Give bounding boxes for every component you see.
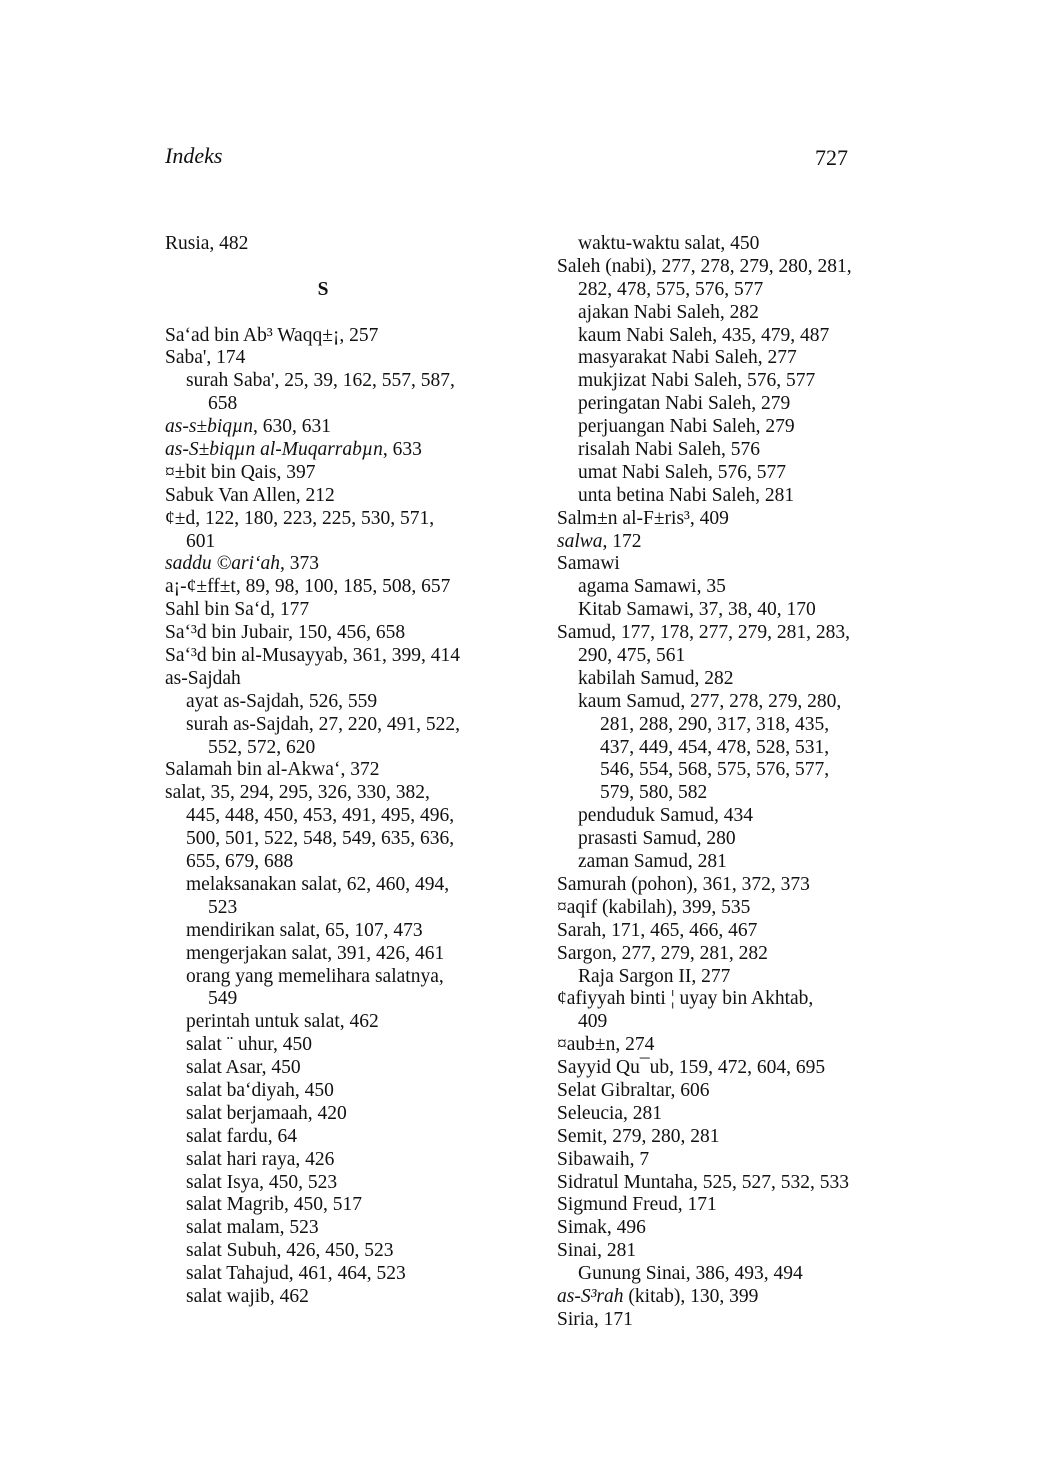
index-entry: Sa‘ad bin Ab³ Waqq±¡, 257 bbox=[165, 324, 379, 346]
index-continuation: 658 bbox=[208, 393, 238, 415]
index-entry bbox=[165, 439, 515, 462]
index-subentry: peringatan Nabi Saleh, 279 bbox=[578, 393, 791, 415]
index-subentry: mukjizat Nabi Saleh, 576, 577 bbox=[578, 370, 816, 392]
index-subentry: mengerjakan salat, 391, 426, 461 bbox=[186, 942, 445, 964]
italic-term: salwa bbox=[557, 530, 603, 552]
index-entry: Sa‘³d bin al-Musayyab, 361, 399, 414 bbox=[165, 645, 461, 667]
index-subentry: mendirikan salat, 65, 107, 473 bbox=[186, 919, 423, 941]
index-subentry: kaum Nabi Saleh, 435, 479, 487 bbox=[578, 324, 830, 346]
index-column-right bbox=[557, 233, 887, 1332]
index-subentry: salat wajib, 462 bbox=[186, 1285, 309, 1307]
index-continuation: 500, 501, 522, 548, 549, 635, 636, bbox=[186, 828, 455, 850]
page-refs: , 373 bbox=[280, 553, 320, 575]
index-subentry: salat Tahajud, 461, 464, 523 bbox=[186, 1263, 406, 1285]
index-entry: ¤aub±n, 274 bbox=[557, 1034, 655, 1056]
index-entry: Saba', 174 bbox=[165, 347, 246, 369]
index-entry: Selat Gibraltar, 606 bbox=[557, 1079, 710, 1101]
index-continuation: 523 bbox=[208, 896, 238, 918]
index-continuation: 549 bbox=[208, 988, 238, 1010]
index-entry: Sabuk Van Allen, 212 bbox=[165, 484, 335, 506]
index-entry: Sahl bin Sa‘d, 177 bbox=[165, 599, 310, 621]
index-entry bbox=[165, 553, 515, 576]
index-subentry: Raja Sargon II, 277 bbox=[578, 965, 731, 987]
italic-term: as-S³rah bbox=[557, 1285, 624, 1307]
index-subentry: agama Samawi, 35 bbox=[578, 576, 726, 598]
index-entry: Siria, 171 bbox=[557, 1308, 633, 1330]
index-subentry: orang yang memelihara salatnya, bbox=[186, 965, 444, 987]
spacer bbox=[165, 256, 515, 279]
index-entry: Sibawaih, 7 bbox=[557, 1148, 650, 1170]
index-subentry: kaum Samud, 277, 278, 279, 280, bbox=[578, 690, 842, 712]
index-continuation: 546, 554, 568, 575, 576, 577, bbox=[600, 759, 830, 781]
index-entry: ¢afiyyah binti ¦ uyay bin Akhtab, bbox=[557, 988, 814, 1010]
page-refs: , 630, 631 bbox=[253, 416, 332, 438]
page-refs: , 633 bbox=[382, 439, 422, 461]
index-subentry: waktu-waktu salat, 450 bbox=[578, 233, 760, 254]
index-entry: Rusia, 482 bbox=[165, 233, 249, 254]
italic-term: saddu ©ari‘ah bbox=[165, 553, 281, 575]
index-subentry: melaksanakan salat, 62, 460, 494, bbox=[186, 873, 450, 895]
index-subentry: salat berjamaah, 420 bbox=[186, 1102, 347, 1124]
index-continuation: 281, 288, 290, 317, 318, 435, bbox=[600, 713, 830, 735]
index-entry: Sarah, 171, 465, 466, 467 bbox=[557, 919, 758, 941]
index-subentry: prasasti Samud, 280 bbox=[578, 828, 736, 850]
index-entry: as-Sajdah bbox=[165, 667, 241, 689]
index-entry: Saleh (nabi), 277, 278, 279, 280, 281, bbox=[557, 255, 852, 277]
italic-term: as-s±biqµn bbox=[165, 416, 254, 438]
index-continuation: 601 bbox=[186, 530, 216, 552]
index-entry: Sa‘³d bin Jubair, 150, 456, 658 bbox=[165, 622, 406, 644]
index-subentry: Kitab Samawi, 37, 38, 40, 170 bbox=[578, 599, 816, 621]
index-subentry: salat ¨ uhur, 450 bbox=[186, 1034, 312, 1056]
index-continuation: 445, 448, 450, 453, 491, 495, 496, bbox=[186, 805, 455, 827]
index-subentry: salat Subuh, 426, 450, 523 bbox=[186, 1240, 394, 1262]
index-continuation: 437, 449, 454, 478, 528, 531, bbox=[600, 736, 830, 758]
index-continuation: 552, 572, 620 bbox=[208, 736, 316, 758]
index-entry: Samud, 177, 178, 277, 279, 281, 283, bbox=[557, 622, 851, 644]
index-subentry: penduduk Samud, 434 bbox=[578, 805, 753, 827]
italic-term: as-S±biqµn al-Muqarrabµn bbox=[165, 439, 383, 461]
page-refs: , 172 bbox=[602, 530, 642, 552]
spacer bbox=[165, 302, 515, 325]
index-entry: Sigmund Freud, 171 bbox=[557, 1194, 717, 1216]
index-continuation: 655, 679, 688 bbox=[186, 851, 294, 873]
index-subentry: surah as-Sajdah, 27, 220, 491, 522, bbox=[186, 713, 461, 735]
index-subentry: ayat as-Sajdah, 526, 559 bbox=[186, 690, 378, 712]
index-entry: a¡-¢±ff±t, 89, 98, 100, 185, 508, 657 bbox=[165, 576, 451, 598]
index-subentry: salat Isya, 450, 523 bbox=[186, 1171, 338, 1193]
running-header-title: Indeks bbox=[165, 143, 223, 168]
index-subentry: salat malam, 523 bbox=[186, 1217, 319, 1239]
index-subentry: kabilah Samud, 282 bbox=[578, 667, 734, 689]
index-subentry: perintah untuk salat, 462 bbox=[186, 1011, 379, 1033]
index-entry: Simak, 496 bbox=[557, 1217, 646, 1239]
index-subentry: unta betina Nabi Saleh, 281 bbox=[578, 484, 795, 506]
index-subentry: Gunung Sinai, 386, 493, 494 bbox=[578, 1263, 803, 1285]
index-subentry: ajakan Nabi Saleh, 282 bbox=[578, 301, 759, 323]
index-subentry: umat Nabi Saleh, 576, 577 bbox=[578, 461, 786, 483]
page-number: 727 bbox=[815, 145, 848, 170]
index-subentry: salat fardu, 64 bbox=[186, 1125, 298, 1147]
index-subentry: salat hari raya, 426 bbox=[186, 1148, 335, 1170]
letter-heading: S bbox=[317, 278, 329, 300]
index-subentry: salat Asar, 450 bbox=[186, 1057, 301, 1079]
index-subentry: perjuangan Nabi Saleh, 279 bbox=[578, 416, 795, 438]
index-entry: Samawi bbox=[557, 553, 620, 575]
index-subentry: zaman Samud, 281 bbox=[578, 851, 727, 873]
index-entry: Sayyid Qu¯ub, 159, 472, 604, 695 bbox=[557, 1057, 826, 1079]
index-continuation: 579, 580, 582 bbox=[600, 782, 708, 804]
index-entry: Samurah (pohon), 361, 372, 373 bbox=[557, 873, 810, 895]
index-entry: salat, 35, 294, 295, 326, 330, 382, bbox=[165, 782, 430, 804]
index-entry: Sinai, 281 bbox=[557, 1240, 637, 1262]
index-subentry: salat Magrib, 450, 517 bbox=[186, 1194, 363, 1216]
index-entry: Salm±n al-F±ris³, 409 bbox=[557, 507, 729, 529]
index-continuation: 290, 475, 561 bbox=[578, 645, 686, 667]
index-entry: Salamah bin al-Akwa‘, 372 bbox=[165, 759, 380, 781]
index-subentry: masyarakat Nabi Saleh, 277 bbox=[578, 347, 797, 369]
index-subentry: salat ba‘diyah, 450 bbox=[186, 1079, 334, 1101]
index-column-left bbox=[165, 233, 515, 1309]
index-entry: ¤±bit bin Qais, 397 bbox=[165, 461, 316, 483]
index-entry: ¢±d, 122, 180, 223, 225, 530, 571, bbox=[165, 507, 435, 529]
page-refs: (kitab), 130, 399 bbox=[623, 1285, 759, 1307]
index-subentry: surah Saba', 25, 39, 162, 557, 587, bbox=[186, 370, 455, 392]
index-entry: Sidratul Muntaha, 525, 527, 532, 533 bbox=[557, 1171, 849, 1193]
index-entry: Seleucia, 281 bbox=[557, 1102, 663, 1124]
index-continuation: 282, 478, 575, 576, 577 bbox=[578, 278, 764, 300]
index-subentry: risalah Nabi Saleh, 576 bbox=[578, 439, 760, 461]
index-continuation: 409 bbox=[578, 1011, 608, 1033]
index-entry bbox=[165, 416, 515, 439]
index-entry: Sargon, 277, 279, 281, 282 bbox=[557, 942, 768, 964]
index-entry: Semit, 279, 280, 281 bbox=[557, 1125, 720, 1147]
index-entry bbox=[557, 531, 887, 554]
index-entry bbox=[557, 1286, 887, 1309]
index-entry: ¤aqif (kabilah), 399, 535 bbox=[557, 896, 751, 918]
